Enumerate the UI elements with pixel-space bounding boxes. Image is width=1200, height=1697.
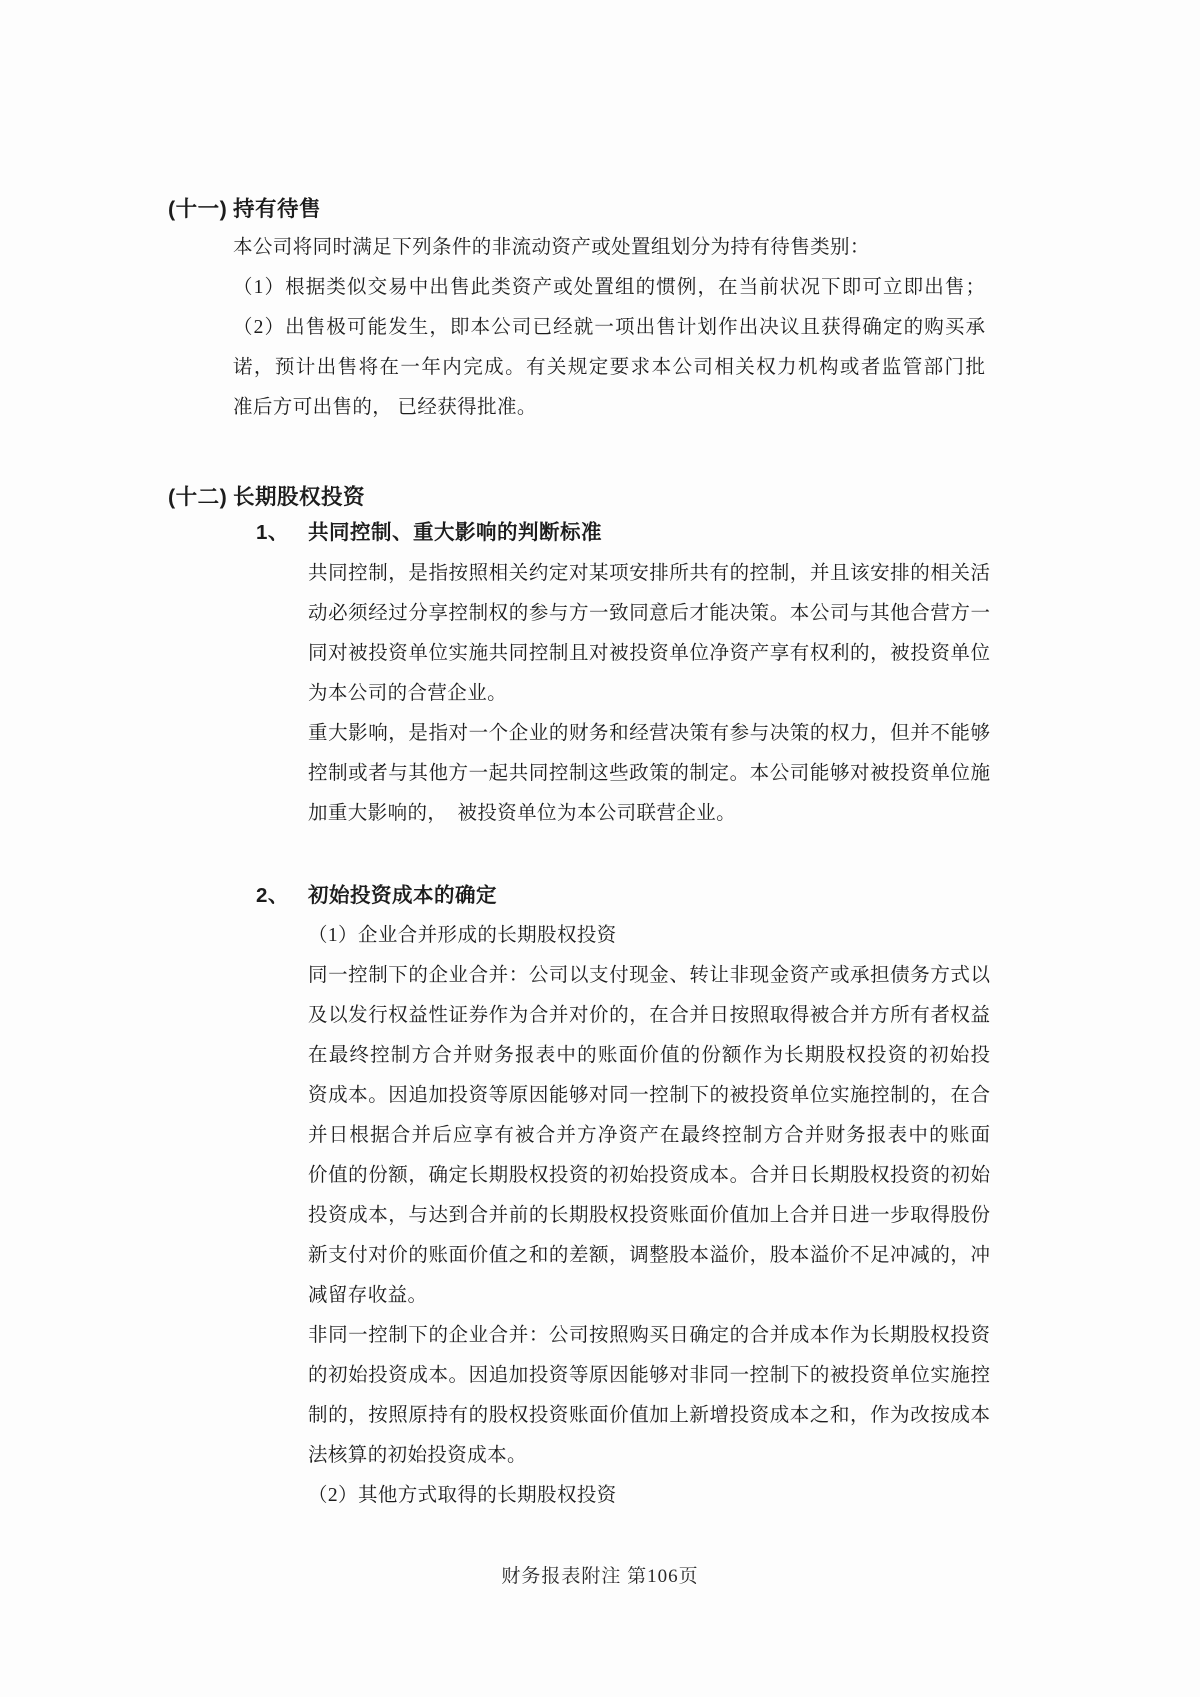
text-line: 价值的份额，确定长期股权投资的初始投资成本。合并日长期股权投资的初始 [308,1165,990,1186]
item-1-body [308,554,990,834]
text-line: 法核算的初始投资成本。 [308,1445,527,1466]
text-line: 控制或者与其他方一起共同控制这些政策的制定。本公司能够对被投资单位施 [308,763,990,784]
text-line: 减留存收益。 [308,1285,428,1306]
section-11-title: 持有待售 [233,197,322,221]
text-line: 为本公司的合营企业。 [308,683,508,704]
text-line: 本公司将同时满足下列条件的非流动资产或处置组划分为持有待售类别： [233,237,870,258]
item-1-number: 1、 [256,521,289,544]
text-line: 非同一控制下的企业合并：公司按照购买日确定的合并成本作为长期股权投资 [308,1325,990,1346]
section-12-title: 长期股权投资 [233,485,366,509]
text-line: 制的，按照原持有的股权投资账面价值加上新增投资成本之和，作为改按成本 [308,1405,990,1426]
item-2-number: 2、 [256,884,289,907]
item-2-body [308,916,990,1516]
item-1-title: 共同控制、重大影响的判断标准 [308,521,602,544]
text-line: 投资成本，与达到合并前的长期股权投资账面价值加上合并日进一步取得股份 [308,1205,990,1226]
item-2-title: 初始投资成本的确定 [308,884,497,907]
text-line: （2）其他方式取得的长期股权投资 [308,1485,617,1506]
section-11-body [233,228,985,428]
text-line: 的初始投资成本。因追加投资等原因能够对非同一控制下的被投资单位实施控 [308,1365,990,1386]
text-line: 同一控制下的企业合并：公司以支付现金、转让非现金资产或承担债务方式以 [308,965,990,986]
text-line: 动必须经过分享控制权的参与方一致同意后才能决策。本公司与其他合营方一 [308,603,990,624]
text-line: 及以发行权益性证券作为合并对价的，在合并日按照取得被合并方所有者权益 [308,1005,990,1026]
page-footer: 财务报表附注 第106页 [501,1566,699,1587]
section-11-label: (十一) [168,197,228,221]
section-12-label: (十二) [168,485,228,509]
text-line: （2）出售极可能发生，即本公司已经就一项出售计划作出决议且获得确定的购买承 [233,317,985,338]
text-line: 在最终控制方合并财务报表中的账面价值的份额作为长期股权投资的初始投 [308,1045,990,1066]
text-line: 准后方可出售的， 已经获得批准。 [233,397,537,418]
text-line: （1）根据类似交易中出售此类资产或处置组的惯例，在当前状况下即可立即出售； [233,277,985,298]
text-line: 资成本。因追加投资等原因能够对同一控制下的被投资单位实施控制的，在合 [308,1085,990,1106]
text-line: 诺，预计出售将在一年内完成。有关规定要求本公司相关权力机构或者监管部门批 [233,357,985,378]
item-1-heading [256,513,602,553]
text-line: 共同控制，是指按照相关约定对某项安排所共有的控制，并且该安排的相关活 [308,563,990,584]
text-line: 新支付对价的账面价值之和的差额，调整股本溢价，股本溢价不足冲减的，冲 [308,1245,990,1266]
item-2-heading [256,876,497,916]
text-line: 并日根据合并后应享有被合并方净资产在最终控制方合并财务报表中的账面 [308,1125,990,1146]
section-11-heading [168,192,321,226]
text-line: 重大影响，是指对一个企业的财务和经营决策有参与决策的权力，但并不能够 [308,723,990,744]
section-12-heading [168,480,365,514]
text-line: （1）企业合并形成的长期股权投资 [308,925,617,946]
text-line: 同对被投资单位实施共同控制且对被投资单位净资产享有权利的，被投资单位 [308,643,990,664]
text-line: 加重大影响的， 被投资单位为本公司联营企业。 [308,803,737,824]
